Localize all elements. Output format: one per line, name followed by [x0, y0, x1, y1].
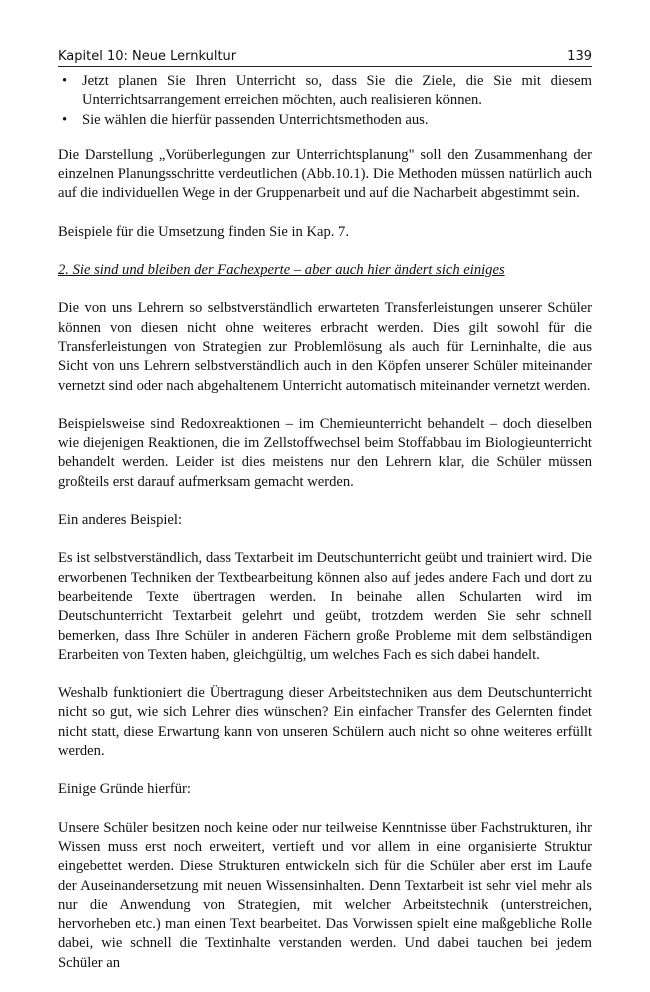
bullet-list	[58, 72, 592, 130]
list-item	[58, 72, 592, 111]
page-body	[58, 72, 592, 992]
section-heading: 2. Sie sind und bleiben der Fachexperte – aber auch hier ändert sich einiges	[58, 262, 505, 279]
list-item-text: Sie wählen die hierfür passenden Unterrichtsmethoden aus.	[82, 111, 429, 128]
bullet-icon: •	[62, 73, 68, 89]
paragraph: Es ist selbstverständlich, dass Textarbeit im Deutschunterricht geübt und trainiert wird. Die erworbenen Techniken der Textbearbeitung können also auf jedes andere Fach und dort zu bearbeitende Texte übertragen werden. In beinahe allen Schularten wird im Deutschunterricht Textarbeit gelehrt und geübt, trotzdem werden Sie sehr schnell bemerken, dass Ihre Schüler in anderen Fächern große Probleme mit dem selbständigen Erarbeiten von Texten haben, gleichgültig, um welches Fach es sich dabei handelt.	[58, 550, 592, 663]
paragraph: Die von uns Lehrern so selbstverständlich erwarteten Transferleistungen unserer Schüler können von diesen nicht ohne weiteres erbracht werden. Dies gilt sowohl für die Transferleistungen von Strategien zur Problemlösung als auch für Lerninhalte, die aus Sicht von uns Lehrern selbstverständlich auch in den Köpfen unserer Schüler miteinander vernetzt sind oder nach abgehaltenem Unterricht automatisch miteinander vernetzt werden.	[58, 300, 592, 394]
list-item	[58, 111, 592, 130]
paragraph: Beispiele für die Umsetzung finden Sie in Kap. 7.	[58, 223, 349, 240]
list-item-text: Jetzt planen Sie Ihren Unterricht so, dass Sie die Ziele, die Sie mit diesem Unterrichtsarrangement erreichen möchten, auch realisieren können.	[82, 73, 592, 109]
paragraph: Beispielsweise sind Redoxreaktionen – im Chemieunterricht behandelt – doch dieselben wie diejenigen Reaktionen, die im Zellstoffwechsel beim Stoffabbau im Biologieunterricht behandelt werden. Leider ist dies meistens nur den Lehrern klar, die Schüler müssen großteils erst darauf aufmerksam gemacht werden.	[58, 415, 592, 490]
chapter-title: Kapitel 10: Neue Lernkultur	[58, 49, 237, 64]
page-number: 139	[567, 49, 592, 64]
paragraph: Einige Gründe hierfür:	[58, 781, 191, 798]
paragraph: Weshalb funktioniert die Übertragung dieser Arbeitstechniken aus dem Deutschunterricht nicht so gut, wie sich Lehrer dies wünschen? Ein einfacher Transfer des Gelernten findet nicht statt, diese Erwartung kann von unseren Schülern auch nicht so ohne weiteres erfüllt werden.	[58, 685, 592, 760]
paragraph: Ein anderes Beispiel:	[58, 512, 183, 529]
paragraph: Die Darstellung „Vorüberlegungen zur Unterrichtsplanung" soll den Zusammenhang der einzelnen Planungsschritte verdeutlichen (Abb.10.1). Die Methoden müssen natürlich auch auf die individuellen Wege in der Gruppenarbeit und auf die Nacharbeit abgestimmt sein.	[58, 146, 592, 202]
paragraph: Unsere Schüler besitzen noch keine oder nur teilweise Kenntnisse über Fachstrukturen, ihr Wissen muss erst noch erweitert, vertieft und vor allem in eine organisierte Struktur eingebettet werden. Diese Strukturen entwickeln sich für die Schüler aber erst im Laufe der Auseinandersetzung mit neuen Wissensinhalten. Denn Textarbeit ist sehr viel mehr als nur die Anwendung von Strategien, mit welcher Arbeitstechnik (unterstreichen, hervorheben etc.) man einen Text bearbeitet. Das Vorwissen spielt eine maßgebliche Rolle dabei, wie schnell die Textinhalte verstanden werden. Und dabei tauchen bei jedem Schüler an	[58, 819, 592, 971]
bullet-icon: •	[62, 111, 68, 128]
running-header	[58, 44, 592, 67]
